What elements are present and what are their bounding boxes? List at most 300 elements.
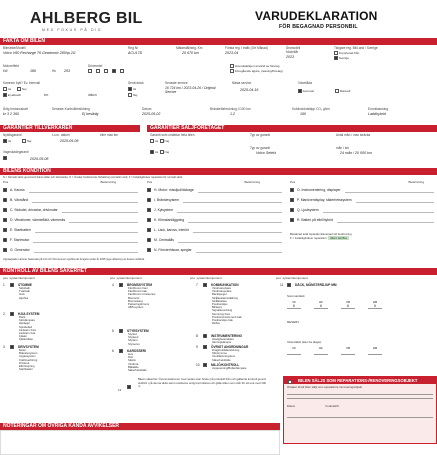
kontroll-col-sys-4: system/komponent (282, 276, 308, 280)
kontroll-item: Bränslesystem (19, 351, 38, 356)
kondition-desc-line[interactable] (69, 217, 138, 223)
kondition-checkbox[interactable] (147, 228, 151, 232)
tread-cell[interactable] (287, 346, 301, 355)
gear-manual-label: Manuell (339, 88, 351, 93)
tread-cell[interactable] (368, 300, 382, 309)
model-year-value[interactable]: 2023 (286, 55, 294, 59)
fuel-cb-2[interactable] (96, 69, 100, 73)
kv-na-label: Ej aktuellt (7, 92, 21, 97)
warranty-yes[interactable] (3, 139, 7, 143)
page-title: VARUDEKLARATION (255, 9, 378, 23)
kondition-row (290, 215, 434, 225)
kontroll-item: Elförsörjning (19, 364, 35, 369)
col-pos-mid: Pos (147, 180, 153, 184)
kontroll-group-checkbox[interactable] (203, 334, 207, 338)
tread-winter-row (287, 346, 382, 355)
kondition-checkbox[interactable] (3, 208, 7, 212)
sale-line-1 (287, 394, 433, 395)
kontroll-item: Skärm (128, 358, 137, 363)
gear-auto-label: Automat (302, 88, 314, 93)
kontroll-item: Reflex (212, 321, 220, 326)
kontroll-group (196, 345, 248, 362)
kontroll-group-title: INSTRUMENTERING (211, 334, 242, 338)
kv-km-label: km (44, 93, 49, 97)
kondition-row (147, 205, 282, 215)
kontroll-group (280, 283, 337, 287)
kondition-footer-note: Uppsagsade Läroner baserade på LVI och 3G kommer uppföra att fungera under år 2025 (pga utfasning av dessa mobilnät (3, 258, 145, 261)
kontroll-item: Hjulhus (19, 295, 29, 300)
kontroll-group-title: ÖVRIGT ANORDNINGAR (211, 345, 249, 349)
kontroll-group-num: 6 (112, 349, 114, 353)
kondition-desc-line[interactable] (62, 207, 138, 213)
tread-value[interactable] (341, 350, 355, 355)
kontroll-group-title: STOMME (18, 283, 32, 287)
section-garantier-saljforetaget: GARANTIER SÄLJFÖRETAGET (147, 125, 437, 132)
kontroll-item: Spindelled (19, 324, 33, 329)
kondition-item-label: R. Batteri på elbil/hybrid (297, 217, 333, 222)
tread-col-label: VF (292, 346, 296, 350)
fakta-grid (0, 45, 437, 124)
sg2-no-label: Nej (164, 149, 170, 154)
kontroll-item: Signalanordning (212, 308, 233, 313)
kondition-item-label: H. Motor: missljud/läckage (154, 187, 194, 192)
tread-col-label: VB (345, 300, 350, 304)
drive-label: Drivmedel (88, 64, 103, 68)
kondition-desc-line[interactable] (337, 217, 434, 223)
kontroll-item: Sittutrymme (212, 351, 227, 356)
km-value[interactable]: 20 670 km (182, 51, 199, 55)
tread-cell[interactable] (341, 300, 355, 309)
notes-area[interactable] (0, 430, 280, 455)
kontroll-item: Hastighetsmätare (212, 337, 234, 341)
kondition-checkbox[interactable] (3, 198, 7, 202)
sg-yes[interactable] (150, 139, 154, 143)
kontroll-group-checkbox[interactable] (203, 363, 207, 367)
sign-checkbox[interactable] (127, 385, 131, 389)
safety-note: Bilens säkerhet: Överensstämmer med nedan utan brister på protokoll från och gällande kontroll genom slutförd i på denna tänkt samt resistance enlig kontrollerat och gälla vilken som står för dd ena med 100 m (138, 377, 267, 389)
kontroll-group (112, 329, 149, 346)
kontroll-group-checkbox[interactable] (203, 345, 207, 349)
vagn-until[interactable]: 2026-05-08 (30, 157, 49, 161)
import-opt2: Sverige (338, 55, 350, 60)
type-label: Typ av garanti (250, 133, 271, 137)
col-desc-mid: Beskrivning (244, 180, 260, 184)
repair-value[interactable]: Alla h äst Bra (330, 235, 347, 240)
kondition-desc-line[interactable] (177, 207, 282, 213)
consumption-value[interactable]: 1.2 (230, 112, 235, 116)
sg-yes-label: Ja (154, 138, 159, 143)
kw-label: kW (3, 69, 8, 73)
kontroll-group-num: 3 (3, 345, 5, 349)
fuel-cb-1[interactable] (88, 69, 92, 73)
kondition-row (290, 195, 434, 205)
kondition-checkbox[interactable] (147, 208, 151, 212)
kontroll-item: Avgassystem (19, 354, 36, 359)
kondition-checkbox[interactable] (290, 188, 294, 192)
kontroll-item: Färdbroms bak (128, 289, 147, 294)
kontroll-item: Blinkers (212, 305, 222, 310)
reg-label: Reg.Nr (128, 46, 139, 50)
tread-cell[interactable] (368, 346, 382, 355)
kondition-row (147, 215, 282, 225)
servicebook-no-label: Nej (132, 92, 138, 97)
kontroll-group (112, 283, 155, 309)
kontroll-item: Strålkastare (212, 298, 227, 303)
kontroll-group-title: KOMMUNIKATION (211, 283, 239, 287)
tax-label: Årlig fordonsskatt (3, 107, 28, 111)
kontroll-item: Kraftöverföring (19, 357, 38, 362)
kondition-desc-line[interactable] (345, 187, 434, 193)
kondition-desc-line[interactable] (32, 197, 138, 203)
kw-value[interactable]: 186 (30, 69, 36, 73)
kondition-row (147, 195, 282, 205)
prev-owner-label: Föregående ägare, (leasing/företag) (234, 68, 283, 73)
tread-value[interactable] (314, 350, 328, 355)
first-reg-label: Första reg. i trafik (Ort Månad) (225, 46, 268, 50)
period-label: Antal mån / max sträcka (336, 133, 371, 137)
kontroll-item: Motor (19, 348, 27, 352)
kontroll-group-num: 9 (196, 345, 198, 349)
kondition-mid-col (147, 181, 282, 255)
kondition-item-label: O. Instrumentering, displayer (297, 187, 341, 192)
first-reg-value[interactable]: 2023-04 (225, 51, 239, 55)
kontroll-group-num: 10 (196, 363, 200, 367)
kondition-desc-line[interactable] (183, 197, 282, 203)
kontroll-item: Backspegel (212, 292, 227, 297)
sg-no-label: Nej (164, 138, 170, 143)
servicebook-no[interactable] (128, 93, 132, 97)
kondition-item-label: F. Startmotor (10, 237, 30, 242)
kontroll-group (112, 349, 147, 372)
kondition-checkbox[interactable] (147, 188, 151, 192)
tread-value[interactable]: 6 (341, 304, 355, 309)
kontroll-item: Bromsslang (128, 298, 143, 303)
kontroll-item: Färdbroms fram (128, 286, 148, 290)
kondition-checkbox[interactable] (147, 238, 151, 242)
sign-checkbox-wrap (118, 378, 131, 396)
sale-date-label: Datum (287, 403, 296, 408)
kontroll-group-num: 4 (112, 283, 114, 287)
kontroll-col-sys-1: system/komponent (9, 276, 35, 280)
logo: AHLBERG BIL MED FOKUS PÅ DIG (30, 10, 143, 32)
kontroll-item: Parkeringsbroms (128, 302, 150, 307)
kontroll-group-num: 5 (112, 329, 114, 333)
fuel-note: Huvudsakligen använd av företag (234, 63, 280, 68)
kontroll-group-title: BROMSSYSTEM (127, 283, 152, 287)
kontroll-item: Startbatteri (19, 367, 33, 372)
kontroll-item: Positionsinstrument bak (212, 314, 242, 319)
kondition-checkbox[interactable] (3, 188, 7, 192)
tread-value[interactable] (287, 350, 301, 355)
tread-summer-row (287, 300, 382, 309)
kondition-checkbox[interactable] (290, 218, 294, 222)
kontroll-item: Länkarm fram (19, 327, 37, 332)
km-label: Mätarställning, Km (176, 46, 203, 50)
kontroll-group-checkbox[interactable] (203, 283, 207, 287)
kondition-desc-line[interactable] (35, 227, 138, 233)
sg2-yes[interactable] (150, 150, 154, 154)
kondition-checkbox[interactable] (3, 218, 7, 222)
tread-col-label: VF (292, 300, 296, 304)
kontroll-item: Säkerhetsbälte (212, 357, 231, 362)
model-value[interactable]: Volvo V60 Recharge T6 Geartronic 280hp 2G (3, 51, 76, 55)
kondition-row (147, 185, 282, 195)
col-pos-right: Pos (290, 180, 296, 184)
warranty-label: Nybilsgaranti (3, 133, 22, 137)
sign-num: 13 (118, 388, 122, 392)
tread-col-label: VB (345, 346, 350, 350)
kontroll-col-pos-1: pos (3, 276, 8, 280)
kontroll-item: Tvärbalk (19, 289, 30, 294)
sale-checkbox[interactable] (288, 380, 292, 384)
kontroll-group (3, 345, 39, 371)
kontroll-col-sys-3: system/komponent (196, 276, 222, 280)
kontroll-item: Styrarm (128, 338, 138, 343)
kontroll-item: Dörr (128, 355, 134, 360)
tread-cell[interactable] (314, 346, 328, 355)
fuel-cb-4[interactable] (112, 69, 116, 73)
kondition-item-label: D. Vibrationer, vämnefläkt, värmesits (10, 217, 66, 222)
fuel-cb-3[interactable] (104, 69, 108, 73)
kontroll-item: Länkarm bak (19, 331, 36, 336)
consumption-label: Bränsleförbrukning, l/100 km (210, 107, 251, 111)
sg-no[interactable] (160, 139, 164, 143)
kv-yes-label: Ja (7, 86, 12, 91)
tread-summer-label: Sommardäck (287, 294, 305, 298)
import-checkbox[interactable] (334, 51, 338, 55)
section-fakta: FAKTA OM BILEN (0, 38, 437, 45)
tread-cell[interactable] (287, 300, 301, 309)
kondition-checkbox[interactable] (147, 218, 151, 222)
kv-yes[interactable] (3, 87, 7, 91)
tread-col-label: HB (372, 346, 378, 350)
kontroll-col-sys-2: system/komponent (116, 276, 142, 280)
kontroll-item: Säkerhetsbälte (128, 368, 147, 373)
kontroll-group-checkbox[interactable] (119, 349, 123, 353)
next-service-label: Nästa service (232, 81, 252, 85)
inspection-label: Senaste Kontrollbesiktning (52, 107, 90, 111)
kontroll-item: Positionsljus bak (212, 318, 233, 323)
kondition-checkbox[interactable] (3, 228, 7, 232)
fuel-options (88, 69, 124, 73)
next-insp-value[interactable]: 2025-05-02 (142, 112, 161, 116)
kontroll-group (196, 363, 246, 370)
kontroll-item: Huv (128, 352, 133, 356)
kv-no-label: Nej (21, 86, 27, 91)
co2-value[interactable]: 160 (300, 112, 306, 116)
until-value[interactable]: 2025-05-08 (60, 139, 79, 143)
kondition-row (3, 245, 138, 255)
kontroll-item: Golv (19, 292, 25, 297)
guarantee-from-label: Garanti som omfattar hela bilen (150, 133, 195, 137)
kontroll-item: Strålkastarinställning (212, 295, 238, 300)
kontroll-group-checkbox[interactable] (10, 312, 14, 316)
euro-value[interactable]: Laddhybrid (368, 112, 386, 116)
kontroll-item: Drivknut (19, 360, 30, 365)
model-year-label: Årsmodell Modellår (286, 46, 301, 54)
prev-owner-checkbox[interactable] (230, 69, 234, 73)
kondition-checkbox[interactable] (3, 238, 7, 242)
sale-box (283, 376, 437, 444)
kontroll-group-title: DÄCK, MÖNSTERDJUP MM (295, 283, 337, 287)
kondition-row (3, 195, 138, 205)
co2-label: Koldioxidutsläpp CO₂ g/km (292, 107, 330, 111)
kondition-checkbox[interactable] (290, 208, 294, 212)
kontroll-group-title: HJULSYSTEM (18, 312, 40, 316)
kv-no[interactable] (17, 87, 21, 91)
kontroll-item: Vindrutetorkare (212, 286, 232, 290)
model-label: Bilmärke/Modell (3, 46, 26, 50)
kontroll-item: Stomning fram (212, 311, 231, 316)
kv-date-label: datum (88, 93, 97, 97)
kontroll-group-title: KAROSSERI (127, 349, 146, 353)
tread-winter-label: Vinterdäck (kan ha diags): (287, 340, 322, 344)
kontroll-group-checkbox[interactable] (119, 283, 123, 287)
last-service-label: Senaste service (165, 81, 188, 85)
section-notes: NOTERINGAR OM ÖVRIGA KÄNDA AVVIKELSER (0, 423, 280, 430)
reserve-label: RESERV (287, 320, 300, 324)
guarantee-type-value[interactable]: Volvo Selekt (256, 151, 276, 155)
hk-label: Hk (52, 69, 56, 73)
kontroll-group-num: 8 (196, 334, 198, 338)
kondition-desc-line[interactable] (198, 187, 282, 193)
kontroll-group-checkbox[interactable] (10, 283, 14, 287)
kondition-checkbox[interactable] (147, 198, 151, 202)
kondition-item-label: P. Manöverdisplay, säkerhetssystem (297, 197, 352, 202)
kondition-desc-line[interactable] (188, 217, 282, 223)
kontroll-group-title: MILJÖ/KONTROLL (211, 363, 240, 367)
kondition-row (290, 185, 434, 195)
kontroll-col-pos-4: pos (276, 276, 281, 280)
sale-header (284, 377, 436, 384)
kondition-desc-line[interactable] (33, 237, 138, 243)
kondition-checkbox[interactable] (290, 198, 294, 202)
servicebook-yes[interactable] (128, 87, 132, 91)
kv-options (3, 87, 26, 92)
kontroll-item: Varningslampor (212, 340, 232, 345)
kondition-desc-line[interactable] (34, 247, 138, 253)
gear-auto[interactable] (298, 89, 302, 93)
kontroll-group-checkbox[interactable] (287, 283, 291, 287)
kondition-item-label: C. Stolsdel, drivaxlar, drivknutar (10, 207, 58, 212)
kontroll-group (196, 283, 242, 325)
sg2-no[interactable] (160, 150, 164, 154)
kontroll-col-pos-3: pos (190, 276, 195, 280)
kontroll-item: ABS-system (128, 305, 144, 310)
kondition-row (3, 185, 138, 195)
tread-value[interactable]: 6 (287, 304, 301, 309)
col-desc-right: Beskrivning (408, 180, 424, 184)
hk-value[interactable]: 253 (64, 69, 70, 73)
kondition-item-label: I. Bränslesystem (154, 197, 180, 202)
kontroll-item: Styrled (128, 332, 137, 336)
kv-na[interactable] (3, 93, 7, 97)
kondition-item-label: Q. Ljudsystem (297, 207, 319, 212)
kondition-desc-line[interactable] (29, 187, 138, 193)
kondition-row (290, 205, 434, 215)
kondition-desc-line[interactable] (178, 237, 282, 243)
kontroll-item: Fjäder (19, 334, 27, 339)
kontroll-item: Bältalide (128, 364, 139, 369)
tread-value[interactable] (368, 350, 382, 355)
fuel-cb-5[interactable] (120, 69, 124, 73)
import-opt1: Importerad från (338, 50, 360, 55)
kondition-right-col (290, 181, 434, 240)
kontroll-item: Styrservo (128, 341, 140, 346)
page-subtitle: FÖR BEGAGNAD PERSONBIL (279, 24, 358, 30)
kontroll-col-pos-2: pos (110, 276, 115, 280)
servicebook-yes-label: Ja (132, 86, 137, 91)
kontroll-item: Dragkrok/Elanslutning (212, 348, 240, 352)
kontroll-item: Färdbroms rörelsenes (128, 292, 156, 297)
tread-col-label: HB (372, 300, 378, 304)
kontroll-item: Styrleed (128, 335, 139, 340)
tread-cell[interactable] (314, 300, 328, 309)
repair-note: Beräknad total reparationskostnad vid bedömning (290, 231, 352, 236)
next-service-value[interactable]: 2025-04-16 (240, 88, 259, 92)
col-pos-left: Pos (3, 180, 9, 184)
gearbox-label: Växellåda (298, 81, 312, 85)
kondition-row (3, 225, 138, 235)
warranty-no[interactable] (22, 139, 26, 143)
type2-label: Typ av garanti (250, 146, 271, 150)
sg2-yes-label: Ja (154, 149, 159, 154)
kondition-legend: N = Normalt skick genomsnit bilens ålder och körsträcka, O = Önskar funktion/viss förbättring (anmärkt med), F = Felaktig/kräver reparation för normalt skick (3, 176, 183, 179)
tread-value[interactable]: 6 (368, 304, 382, 309)
kondition-item-label: N. Fönsterhissar, speglar (154, 247, 192, 252)
kontroll-group-checkbox[interactable] (119, 329, 123, 333)
guarantee-period-value[interactable]: 24 mån / 20 000 km (340, 151, 372, 155)
kondition-desc-line[interactable] (193, 227, 282, 233)
kondition-checkbox[interactable] (147, 248, 151, 252)
kondition-desc-line[interactable] (196, 247, 282, 253)
kontroll-group-title: DRIVSYSTEM (18, 345, 39, 349)
kondition-row (3, 205, 138, 215)
section-garantier-tillverkaren: GARANTIER TILLVERKAREN (0, 125, 140, 132)
kontroll-group-checkbox[interactable] (10, 345, 14, 349)
kondition-row (147, 245, 282, 255)
col-desc-left: Beskrivning (100, 180, 116, 184)
gear-manual[interactable] (335, 89, 339, 93)
kondition-desc-line[interactable] (356, 197, 434, 203)
vagn-yes[interactable] (3, 156, 7, 160)
sale-sign-label: Underskrift (325, 403, 339, 408)
sale-title: BILEN SÄLJS SOM REPARATIONS-/RENOVERINGSOBJEKT (298, 378, 418, 383)
company-checkbox[interactable] (230, 64, 234, 68)
kontroll-group (196, 334, 242, 344)
tax-value[interactable]: kr 3 2 360 (3, 112, 19, 116)
kondition-checkbox[interactable] (3, 248, 7, 252)
tread-cell[interactable] (341, 346, 355, 355)
tagline: MED FOKUS PÅ DIG (42, 28, 103, 32)
inspection-value[interactable]: Ej besiktig (82, 112, 99, 116)
kondition-desc-line[interactable] (323, 207, 434, 213)
last-service-value[interactable]: 16 724 km / 2023-04-26 / Original Service (165, 86, 216, 95)
kontroll-item: Däck (19, 315, 26, 319)
tread-value[interactable]: 6 (314, 304, 328, 309)
kondition-row (3, 215, 138, 225)
kontroll-group-num: 7 (196, 283, 198, 287)
kondition-item-label: K. Klimatanläggning (154, 217, 185, 222)
reg-value[interactable]: ACU17D (128, 51, 143, 55)
kontroll-item: Ventilationssystem (212, 354, 236, 359)
kontroll-item: Positionsljus (212, 302, 228, 307)
kondition-item-label: L. Lack, kaross, interiör (154, 227, 190, 232)
period2-label: mån / km (336, 146, 350, 150)
kontroll-item: Stötdämpare (19, 318, 36, 323)
sweden-checkbox[interactable] (334, 56, 338, 60)
or-label: eller max km (100, 133, 119, 137)
